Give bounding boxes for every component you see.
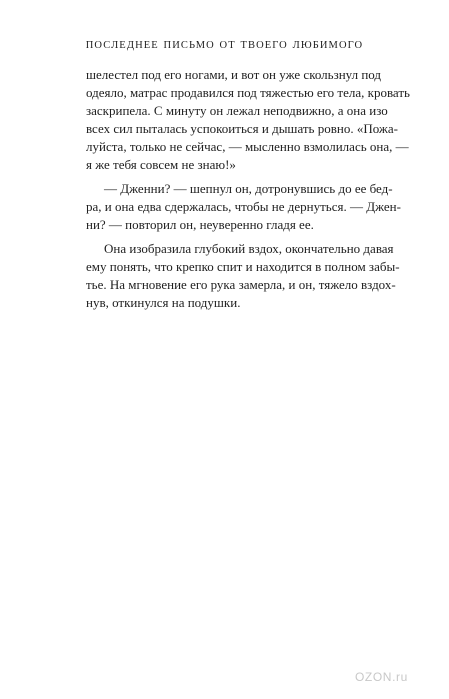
text-line: одеяло, матрас продавился под тяжестью его тела, кровать: [86, 85, 410, 100]
paragraph: [86, 240, 400, 312]
text-line: шелестел под его ногами, и вот он уже скользнул под: [86, 67, 382, 82]
body-text: [86, 66, 410, 312]
text-line: нув, откинулся на подушки.: [86, 295, 241, 310]
paragraph: [86, 66, 410, 174]
watermark: OZON.ru: [355, 670, 408, 684]
text-line: ра, и она едва сдержалась, чтобы не дернуться. — Джен-: [86, 199, 401, 214]
text-line: Она изобразила глубокий вздох, окончательно давая: [104, 241, 394, 256]
text-line: ни? — повторил он, неуверенно гладя ее.: [86, 217, 314, 232]
running-title: ПОСЛЕДНЕЕ ПИСЬМО ОТ ТВОЕГО ЛЮБИМОГО: [85, 40, 364, 51]
text-line: я же тебя совсем не знаю!»: [86, 157, 236, 172]
paragraph: [86, 180, 401, 234]
text-line: всех сил пыталась успокоиться и дышать ровно. «Пожа-: [86, 121, 398, 136]
text-line: ему понять, что крепко спит и находится в полном забы-: [86, 259, 400, 274]
text-line: — Дженни? — шепнул он, дотронувшись до ее бед-: [104, 181, 393, 196]
text-line: заскрипела. С минуту он лежал неподвижно, а она изо: [86, 103, 388, 118]
text-line: луйста, только не сейчас, — мысленно взмолилась она, —: [86, 139, 409, 154]
text-line: тье. На мгновение его рука замерла, и он, тяжело вздох-: [86, 277, 396, 292]
